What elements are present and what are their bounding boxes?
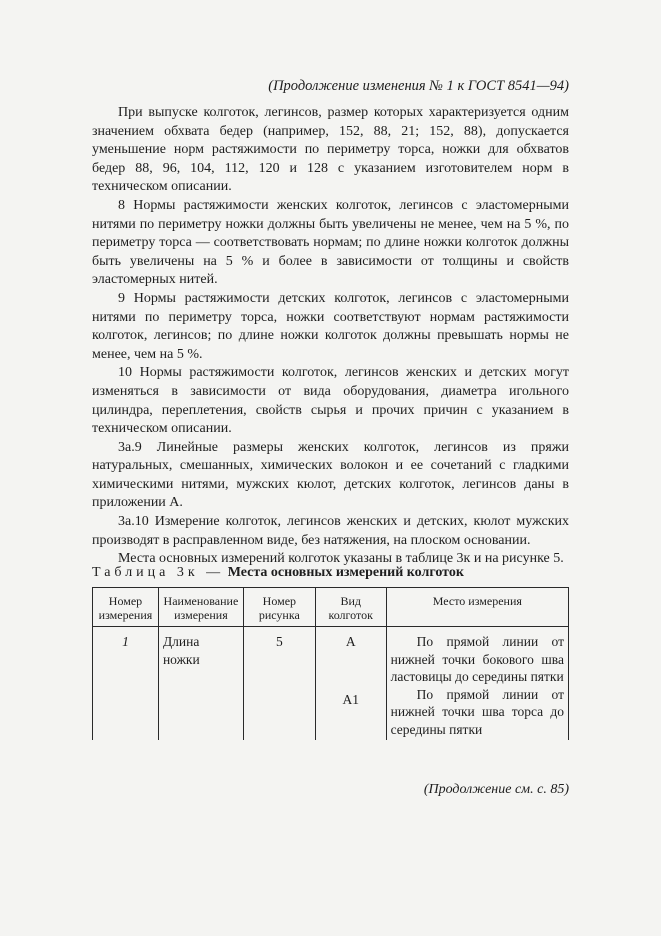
- column-header: Номер измерения: [93, 588, 159, 627]
- tights-kind-cell: [315, 627, 386, 741]
- table-row: [93, 627, 569, 741]
- table-caption-title: Места основных измерений колготок: [227, 565, 464, 580]
- paragraph: 8 Нормы растяжимости женских колготок, легинсов с эластомерными нитями по периметру ножки должны быть увеличены не менее, чем на 5 %, по периметру торса — соответствовать нормам; по длине ножки колготок должны быть увеличены на 5 % и более в зависимости от толщины и свойств эластомерных нитей.: [92, 197, 569, 288]
- table-caption: [92, 565, 569, 581]
- table-caption-label: Таблица 3к —: [92, 565, 225, 580]
- paragraph: 9 Нормы растяжимости детских колготок, легинсов с эластомерными нитями по периметру торса, ножки соответствуют нормам растяжимости колготок, легинсов; по длине ножки колготок должны превышать нормы не менее, чем на 5 %.: [92, 290, 569, 362]
- column-header: Вид колготок: [315, 588, 386, 627]
- column-header: Наименование измерения: [158, 588, 243, 627]
- table-header-row: [93, 588, 569, 627]
- figure-number: 5: [243, 627, 315, 741]
- measurement-name: Длина ножки: [158, 627, 243, 741]
- paragraph: Места основных измерений колготок указаны в таблице 3к и на рисунке 5.: [118, 551, 564, 567]
- tights-kind: А1: [342, 691, 359, 707]
- running-header: (Продолжение изменения № 1 к ГОСТ 8541—94): [268, 78, 569, 94]
- measurement-place-cell: [386, 627, 568, 741]
- measurement-place: По прямой линии от нижней точки бокового шва ластовицы до середины пятки: [390, 634, 564, 684]
- tights-kind: А: [345, 634, 356, 649]
- measurement-place: По прямой линии от нижней точки шва торса до середины пятки: [390, 686, 564, 737]
- measurement-number: 1: [93, 627, 159, 741]
- measurements-table: [92, 587, 569, 740]
- column-header: Место измерения: [386, 588, 568, 627]
- paragraph: 10 Нормы растяжимости колготок, легинсов женских и детских могут изменяться в зависимости от вида оборудования, диаметра игольного цилиндра, переплетения, свойств сырья и прочих причин с указанием в техническом описании.: [92, 365, 569, 437]
- continuation-note: (Продолжение см. с. 85): [423, 782, 569, 797]
- body-text: [92, 104, 569, 569]
- paragraph: 3а.10 Измерение колготок, легинсов женских и детских, кюлот мужских производят в расправленном виде, без натяжения, на плоском основании.: [92, 514, 569, 548]
- column-header: Номер рисунка: [243, 588, 315, 627]
- paragraph: 3а.9 Линейные размеры женских колготок, легинсов из пряжи натуральных, смешанных, химических волокон и ее сочетаний с гладкими химическими нитями, мужских кюлот, детских колготок, легинсов даны в приложении А.: [92, 439, 569, 511]
- paragraph: При выпуске колготок, легинсов, размер которых характеризуется одним значением обхвата бедер (например, 152, 88, 21; 152, 88), допускается уменьшение норм растяжимости по периметру торса, ножки для обхватов бедер 88, 96, 104, 112, 120 и 128 с указанием изготовителем норм в техническом описании.: [92, 105, 569, 195]
